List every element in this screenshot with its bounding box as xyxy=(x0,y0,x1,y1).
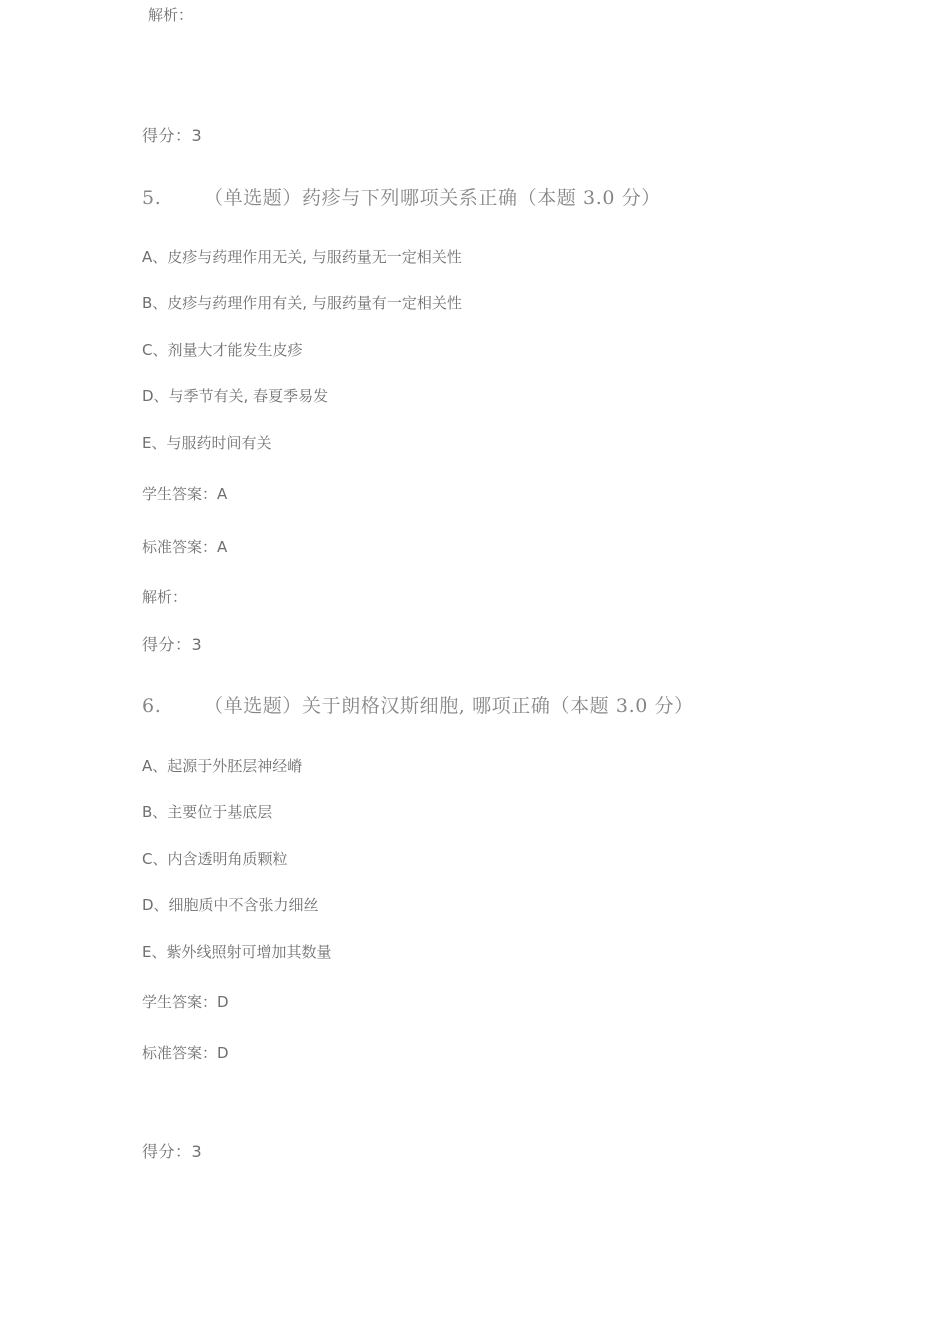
standard-answer: 标准答案：A xyxy=(142,538,228,556)
question-text: （单选题）药疹与下列哪项关系正确（本题 3.0 分） xyxy=(204,187,661,209)
option-b: B、皮疹与药理作用有关, 与服药量有一定相关性 xyxy=(142,294,462,312)
option-b: B、主要位于基底层 xyxy=(142,803,273,821)
analysis-label: 解析： xyxy=(142,588,188,606)
option-a: A、皮疹与药理作用无关, 与服药量无一定相关性 xyxy=(142,248,462,266)
student-answer: 学生答案：D xyxy=(142,993,229,1011)
score-text: 得分：3 xyxy=(142,635,203,654)
question-number: 5. xyxy=(142,187,162,209)
option-d: D、细胞质中不含张力细丝 xyxy=(142,896,319,914)
analysis-label: 解析： xyxy=(148,6,194,24)
option-e: E、紫外线照射可增加其数量 xyxy=(142,943,332,961)
question-title xyxy=(142,186,661,210)
question-title xyxy=(142,694,694,718)
question-text: （单选题）关于朗格汉斯细胞, 哪项正确（本题 3.0 分） xyxy=(204,695,694,717)
option-c: C、内含透明角质颗粒 xyxy=(142,850,288,868)
question-number: 6. xyxy=(142,695,162,717)
option-a: A、起源于外胚层神经嵴 xyxy=(142,757,303,775)
standard-answer: 标准答案：D xyxy=(142,1044,229,1062)
option-c: C、剂量大才能发生皮疹 xyxy=(142,341,303,359)
student-answer: 学生答案：A xyxy=(142,485,228,503)
score-text: 得分：3 xyxy=(142,126,203,145)
score-text: 得分：3 xyxy=(142,1142,203,1161)
option-d: D、与季节有关, 春夏季易发 xyxy=(142,387,329,405)
option-e: E、与服药时间有关 xyxy=(142,434,272,452)
